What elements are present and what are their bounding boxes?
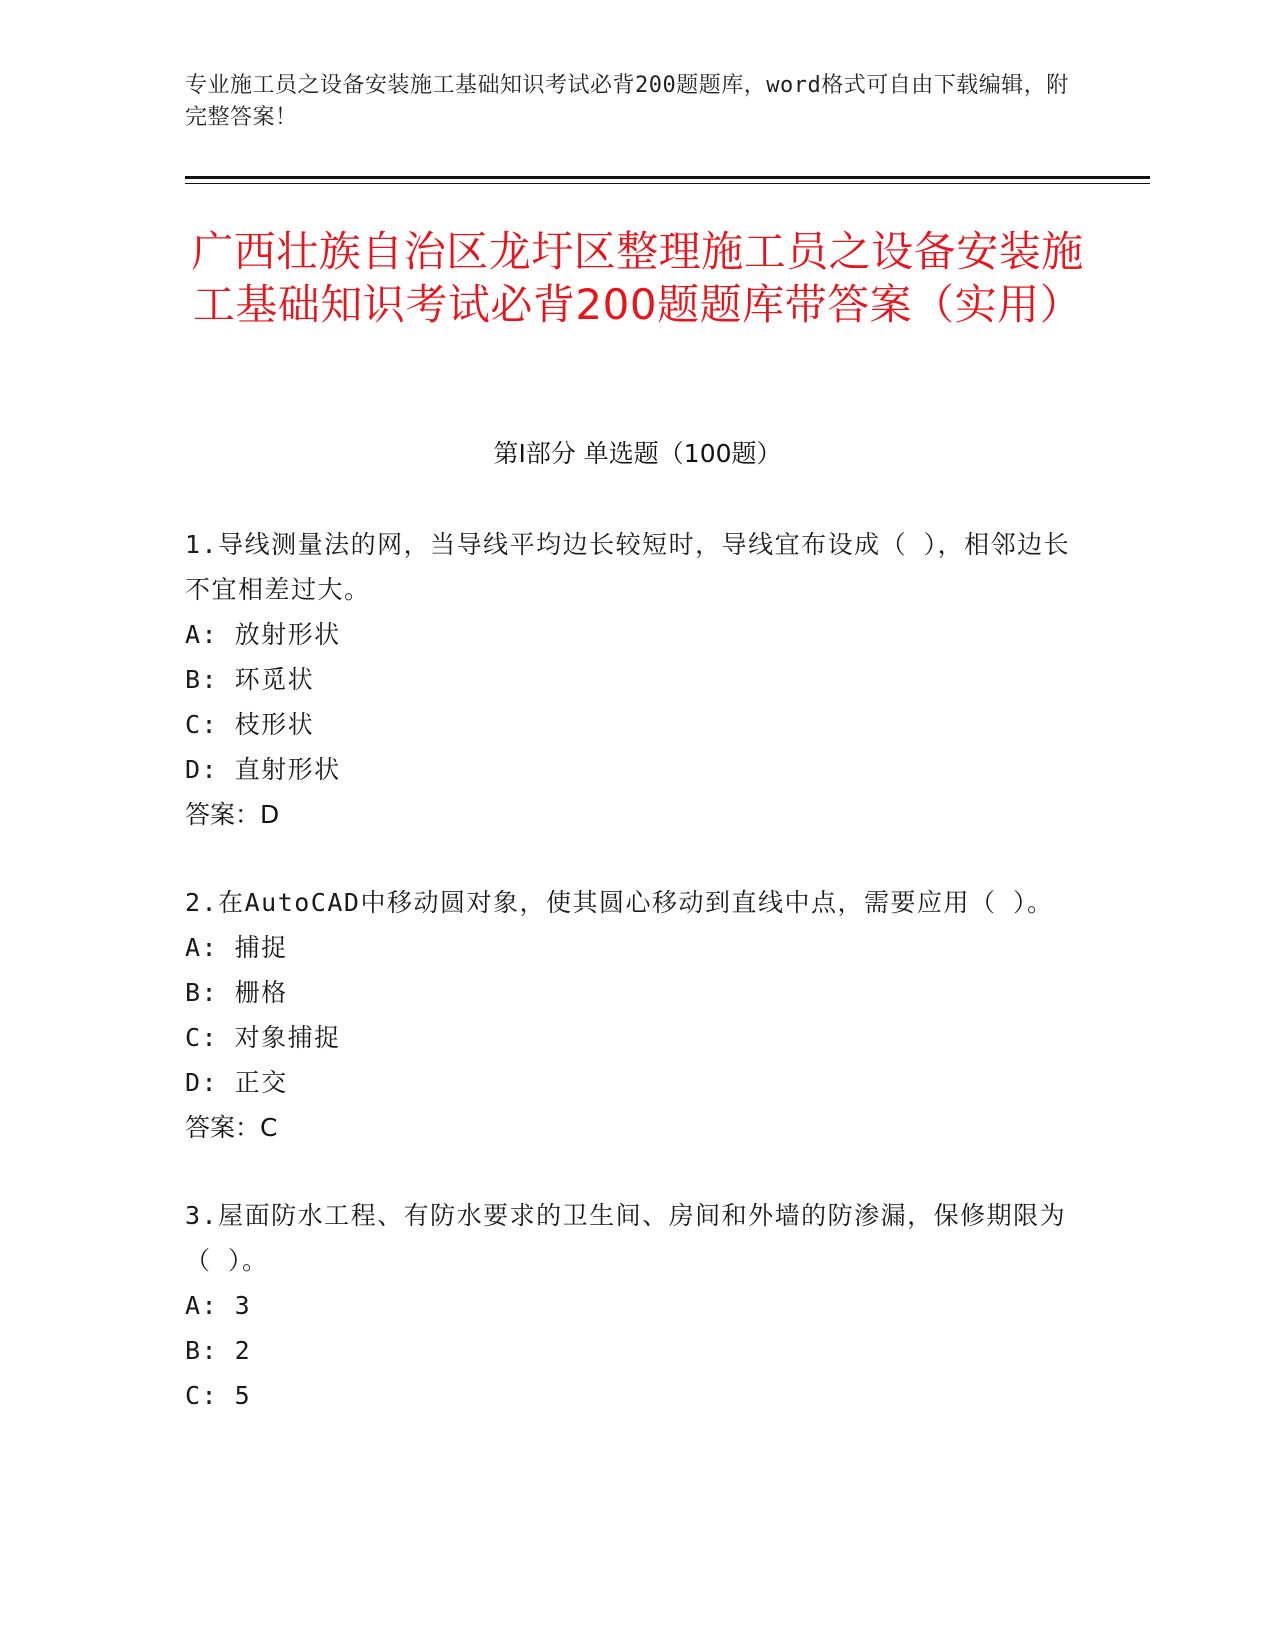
option-a: A: 捕捉 xyxy=(185,933,288,962)
option-d: D: 正交 xyxy=(185,1068,288,1097)
document-title: 广西壮族自治区龙圩区整理施工员之设备安装施工基础知识考试必背200题题库带答案（实用） xyxy=(191,227,1084,329)
option-d: D: 直射形状 xyxy=(185,755,341,784)
question-text: 3.屋面防水工程、有防水要求的卫生间、房间和外墙的防渗漏，保修期限为（ ）。 xyxy=(185,1201,1067,1275)
question-list xyxy=(185,522,1085,1461)
option-b: B: 环觅状 xyxy=(185,665,315,694)
answer-label: 答案：D xyxy=(185,800,280,829)
answer-label: 答案：C xyxy=(185,1113,278,1142)
option-c: C: 5 xyxy=(185,1381,252,1410)
option-c: C: 对象捕捉 xyxy=(185,1023,341,1052)
question-item xyxy=(185,880,1085,1150)
question-text: 1.导线测量法的网，当导线平均边长较短时，导线宜布设成（ ），相邻边长不宜相差过大。 xyxy=(185,530,1071,604)
question-item xyxy=(185,522,1085,837)
option-a: A: 放射形状 xyxy=(185,620,341,649)
question-item xyxy=(185,1193,1085,1418)
option-a: A: 3 xyxy=(185,1291,252,1320)
header-note: 专业施工员之设备安装施工基础知识考试必背200题题库，word格式可自由下载编辑，附完整答案！ xyxy=(185,73,1069,130)
option-b: B: 2 xyxy=(185,1336,252,1365)
question-text: 2.在AutoCAD中移动圆对象，使其圆心移动到直线中点，需要应用（ ）。 xyxy=(185,888,1054,917)
section-title: 第I部分 单选题（100题） xyxy=(493,439,782,468)
header-rule-thin xyxy=(185,183,1150,184)
header-rule-thick xyxy=(185,176,1150,179)
option-c: C: 枝形状 xyxy=(185,710,315,739)
option-b: B: 栅格 xyxy=(185,978,288,1007)
